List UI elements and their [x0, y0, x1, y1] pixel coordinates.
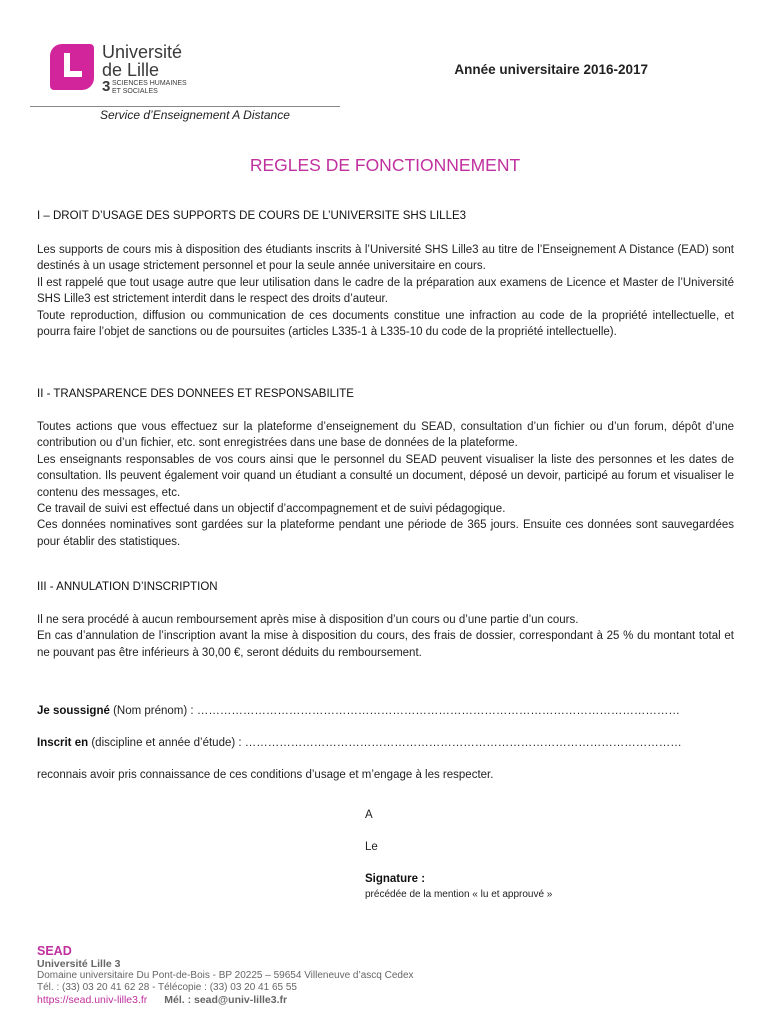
signature-label: Signature :	[365, 873, 426, 885]
logo-subtitle: SCIENCES HUMAINES ET SOCIALES	[112, 80, 187, 95]
footer-address: Domaine universitaire Du Pont-de-Bois - BP 20225 – 59654 Villeneuve d’ascq Cedex	[37, 970, 414, 981]
paragraph: Les supports de cours mis à disposition des étudiants inscrits à l’Université SHS Lille3 au titre de l’Enseignement A Distance (EAD) sont destinés à un usage strictement personnel et pour la seule année universitaire en cours.	[37, 244, 734, 273]
website-link[interactable]: https://sead.univ-lille3.fr	[37, 994, 148, 1006]
header-divider	[30, 106, 340, 107]
signature-note: précédée de la mention « lu et approuvé »	[365, 889, 553, 900]
date-field[interactable]: Le	[365, 841, 378, 853]
paragraph: Ces données nominatives sont gardées sur la plateforme pendant une période de 365 jours. Ensuite ces données sont sauvegardées pour établir des statistiques.	[37, 519, 734, 548]
name-dots: ………………………………………………………………………………………………………………	[196, 705, 680, 717]
paragraph: Les enseignants responsables de vos cours ainsi que le personnel du SEAD peuvent visualiser la liste des personnes et les dates de consultation. Ils peuvent également voir quand un étudiant a consulté un document, déposé un devoir, participé au forum et visualiser le contenu des messages, etc.	[37, 453, 734, 499]
enrolled-dots: ……………………………………………………………………………………………………	[244, 737, 682, 749]
enrolled-field[interactable]	[37, 737, 682, 749]
logo-name: Université de Lille	[102, 42, 183, 80]
name-field[interactable]	[37, 705, 680, 717]
section-3-heading: III - ANNULATION D’INSCRIPTION	[37, 581, 218, 593]
section-1-heading: I – DROIT D’USAGE DES SUPPORTS DE COURS DE L’UNIVERSITE SHS LILLE3	[37, 210, 467, 222]
enrolled-hint: (discipline et année d’étude) :	[91, 737, 242, 749]
email-link[interactable]: Mél. : sead@univ-lille3.fr	[164, 994, 288, 1006]
section-2-heading: II - TRANSPARENCE DES DONNEES ET RESPONSABILITE	[37, 388, 354, 400]
paragraph: Toute reproduction, diffusion ou communication de ces documents constitue une infraction au code de la propriété intellectuelle, et pourra faire l’objet de sanctions ou de poursuites (articles L335-1 à L335-10 du code de la propriété intellectuelle).	[37, 309, 734, 339]
university-logo-mark	[50, 44, 94, 90]
paragraph: Il est rappelé que tout usage autre que leur utilisation dans le cadre de la préparation aux examens de Licence et Master de l’Université SHS Lille3 est strictement interdit dans le respect des droits d’auteur.	[37, 276, 734, 306]
academic-year: Année universitaire 2016-2017	[454, 62, 648, 77]
section-1-body	[37, 242, 734, 340]
footer-phone: Tél. : (33) 03 20 41 62 28 - Télécopie : (33) 03 20 41 65 55	[37, 982, 297, 993]
footer-contacts	[37, 994, 287, 1006]
section-2-body	[37, 419, 734, 550]
paragraph: En cas d’annulation de l’inscription avant la mise à disposition du cours, des frais de dossier, correspondant à 25 % du montant total et ne pouvant pas être inférieurs à 30,00 €, seront déduits du remboursement.	[37, 630, 734, 659]
place-field[interactable]: A	[365, 809, 373, 821]
paragraph: Toutes actions que vous effectuez sur la plateforme d’enseignement du SEAD, consultation d’un fichier ou d’un forum, dépôt d’une contribution ou d’un fichier, etc. sont enregistrées dans une base de données de la plateforme.	[37, 421, 734, 450]
university-logo	[50, 44, 200, 98]
section-3-body	[37, 612, 734, 661]
acknowledgement: reconnais avoir pris connaissance de ces conditions d’usage et m’engage à les respecter.	[37, 769, 494, 781]
paragraph: Il ne sera procédé à aucun remboursement après mise à disposition d’un cours ou d’une partie d’un cours.	[37, 614, 579, 626]
footer-sead: SEAD	[37, 944, 72, 958]
service-name: Service d’Enseignement A Distance	[100, 108, 290, 122]
logo-number: 3	[102, 78, 111, 95]
paragraph: Ce travail de suivi est effectué dans un objectif d’accompagnement et de suivi pédagogique.	[37, 503, 506, 516]
enrolled-label: Inscrit en	[37, 737, 89, 749]
page-title: REGLES DE FONCTIONNEMENT	[249, 155, 521, 175]
name-label: Je soussigné	[37, 705, 110, 717]
footer-university: Université Lille 3	[37, 958, 121, 970]
name-hint: (Nom prénom) :	[113, 705, 194, 717]
